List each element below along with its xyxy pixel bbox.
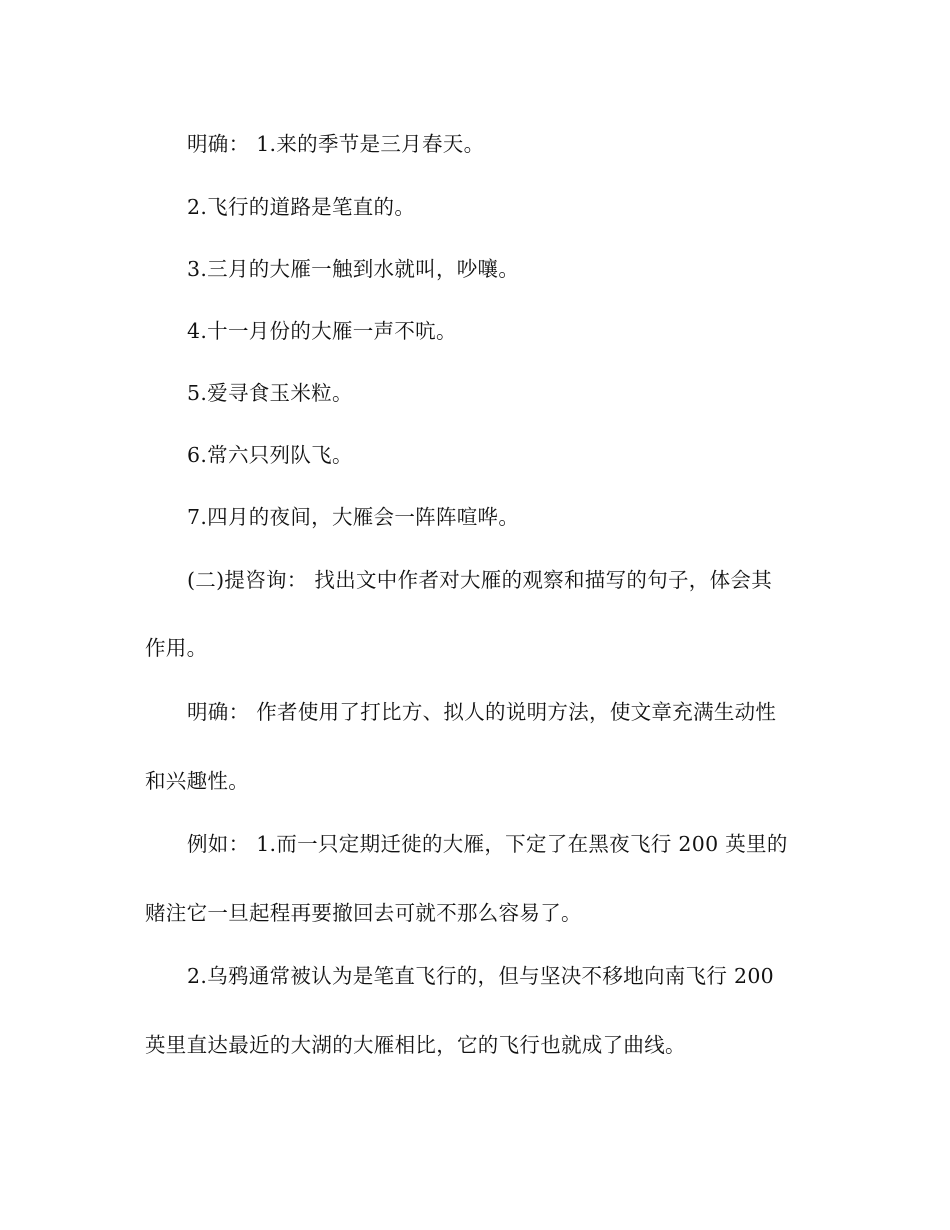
example-line-1: 例如： 1.而一只定期迁徙的大雁，下定了在黑夜飞行 200 英里的 [187, 832, 788, 856]
list-item-2: 2.飞行的道路是笔直的。 [187, 195, 416, 219]
list-item-6: 6.常六只列队飞。 [187, 443, 353, 467]
answer-continuation: 和兴趣性。 [145, 769, 249, 793]
example-line-2-continuation: 英里直达最近的大湖的大雁相比，它的飞行也就成了曲线。 [145, 1033, 686, 1057]
list-item-3: 3.三月的大雁一触到水就叫，吵嚷。 [187, 257, 520, 281]
question-continuation: 作用。 [145, 636, 208, 660]
list-item-5: 5.爱寻食玉米粒。 [187, 381, 353, 405]
answer-heading-line: 明确： 1.来的季节是三月春天。 [187, 132, 485, 156]
list-item-4: 4.十一月份的大雁一声不吭。 [187, 319, 457, 343]
answer-line: 明确： 作者使用了打比方、拟人的说明方法，使文章充满生动性 [187, 700, 777, 724]
list-item-7: 7.四月的夜间，大雁会一阵阵喧哗。 [187, 505, 520, 529]
question-line: (二)提咨询： 找出文中作者对大雁的观察和描写的句子，体会其 [187, 568, 773, 592]
example-line-2: 2.乌鸦通常被认为是笔直飞行的，但与坚决不移地向南飞行 200 [187, 964, 775, 988]
example-line-1-continuation: 赌注它一旦起程再要撤回去可就不那么容易了。 [145, 901, 582, 925]
